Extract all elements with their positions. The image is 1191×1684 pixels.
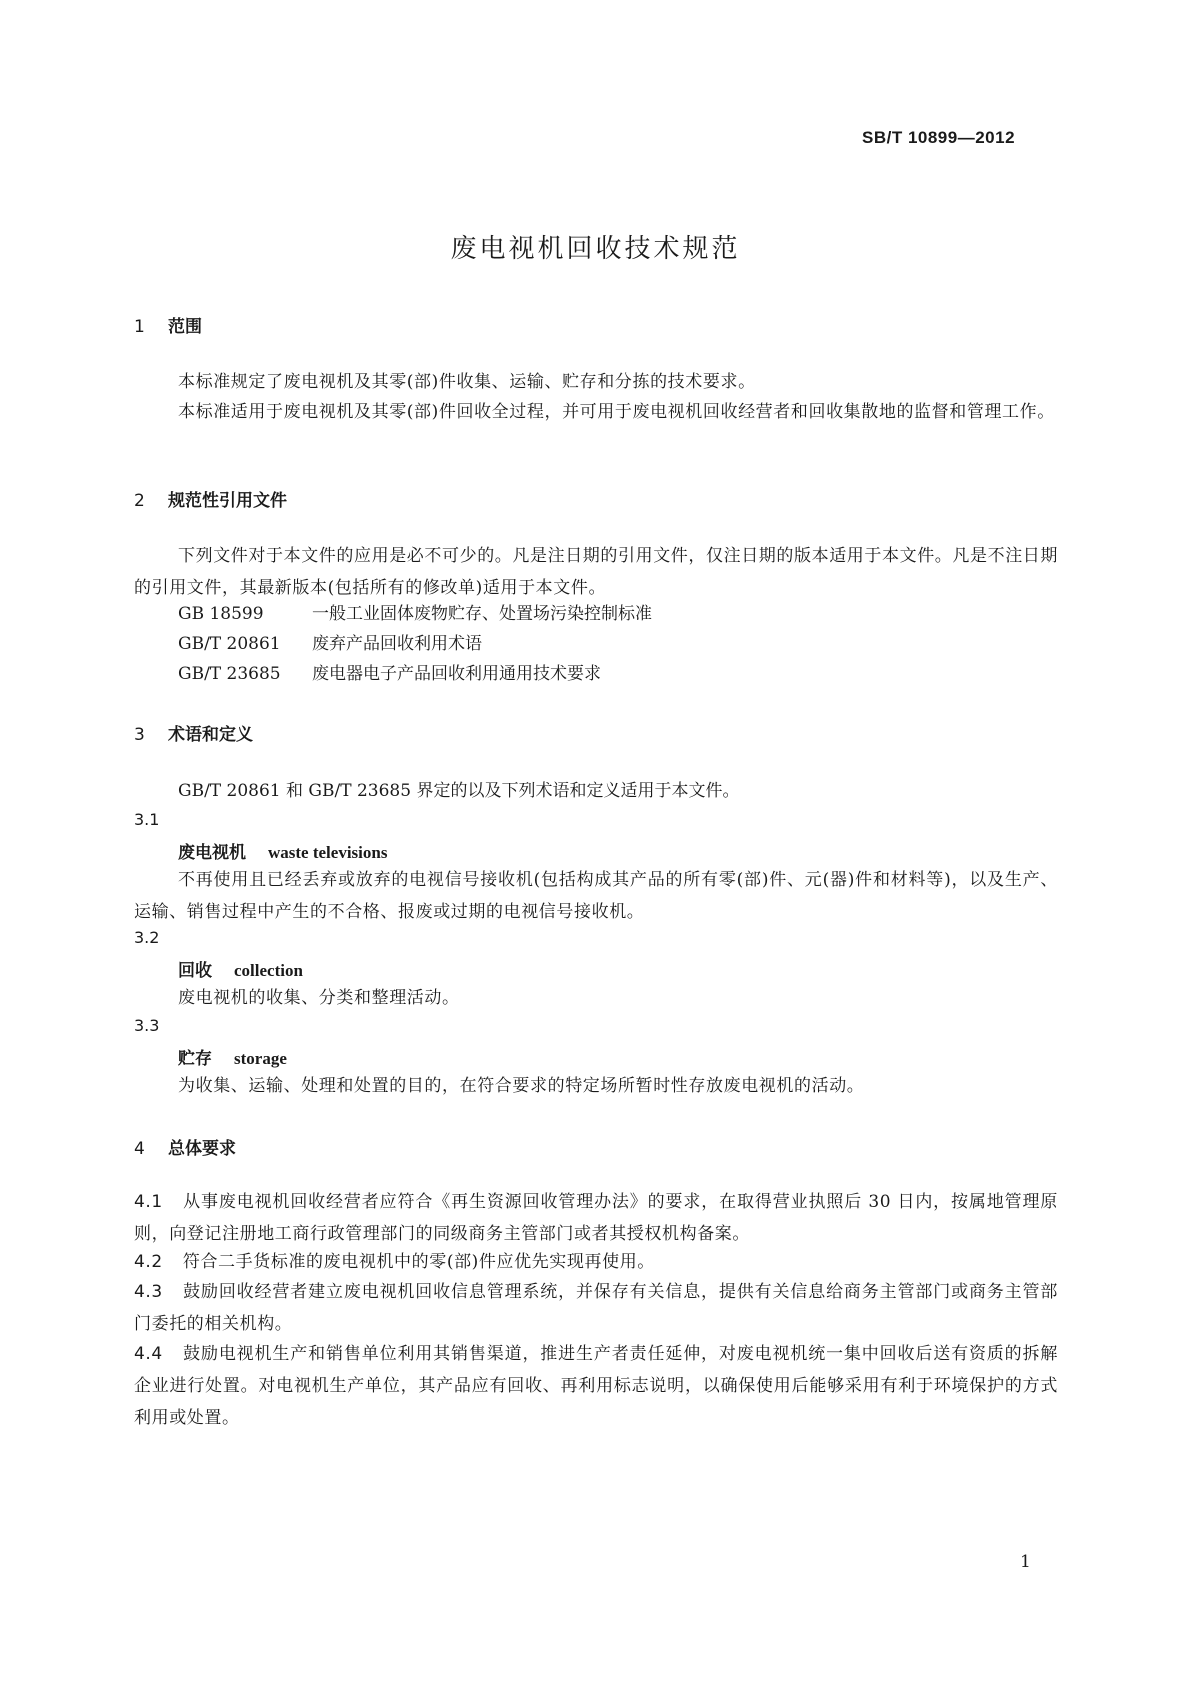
section-title: 总体要求 xyxy=(168,1139,236,1159)
reference-title: 废弃产品回收利用术语 xyxy=(312,634,482,654)
section-title: 规范性引用文件 xyxy=(168,491,287,511)
term-number: 3.2 xyxy=(134,928,160,947)
clause-text: 鼓励回收经营者建立废电视机回收信息管理系统，并保存有关信息，提供有关信息给商务主管部门或商务主管部门委托的相关机构。 xyxy=(134,1282,1058,1334)
term-zh: 回收 xyxy=(178,961,212,981)
term-en: storage xyxy=(234,1049,287,1068)
term-heading xyxy=(178,1044,287,1069)
clause xyxy=(134,1338,1058,1434)
section-1-paragraph-1: 本标准规定了废电视机及其零(部)件收集、运输、贮存和分拣的技术要求。 xyxy=(178,372,756,392)
clause-text: 鼓励电视机生产和销售单位利用其销售渠道，推进生产者责任延伸，对废电视机统一集中回收后送有资质的拆解企业进行处置。对电视机生产单位，其产品应有回收、再利用标志说明，以确保使用后能够采用有利于环境保护的方式利用或处置。 xyxy=(134,1344,1058,1428)
section-number: 1 xyxy=(134,317,145,337)
section-title: 术语和定义 xyxy=(168,725,253,745)
standard-number: SB/T 10899—2012 xyxy=(862,128,1016,147)
section-1-paragraph-2: 本标准适用于废电视机及其零(部)件回收全过程，并可用于废电视机回收经营者和回收集散地的监督和管理工作。 xyxy=(178,402,1055,422)
section-1-heading xyxy=(134,312,202,337)
section-number: 4 xyxy=(134,1139,145,1159)
term-heading xyxy=(178,838,387,863)
reference-code: GB/T 23685 xyxy=(178,664,281,684)
term-definition: 废电视机的收集、分类和整理活动。 xyxy=(178,988,460,1008)
clause-number: 4.2 xyxy=(134,1252,163,1272)
term-zh: 贮存 xyxy=(178,1049,212,1069)
clause xyxy=(134,1186,1058,1250)
section-3-intro: GB/T 20861 和 GB/T 23685 界定的以及下列术语和定义适用于本文件。 xyxy=(178,781,740,801)
reference-title: 一般工业固体废物贮存、处置场污染控制标准 xyxy=(312,604,652,624)
section-2-paragraph: 下列文件对于本文件的应用是必不可少的。凡是注日期的引用文件，仅注日期的版本适用于本文件。凡是不注日期的引用文件，其最新版本(包括所有的修改单)适用于本文件。 xyxy=(134,546,1058,598)
clause-number: 4.1 xyxy=(134,1192,163,1212)
reference-title: 废电器电子产品回收利用通用技术要求 xyxy=(312,664,601,684)
reference-code: GB/T 20861 xyxy=(178,634,281,654)
term-number: 3.1 xyxy=(134,810,160,829)
term-en: waste televisions xyxy=(268,843,388,862)
reference-item xyxy=(178,599,652,629)
term-zh: 废电视机 xyxy=(178,843,246,863)
clause-number: 4.3 xyxy=(134,1282,163,1302)
reference-code: GB 18599 xyxy=(178,604,264,624)
clause-text: 从事废电视机回收经营者应符合《再生资源回收管理办法》的要求，在取得营业执照后 30 日内，按属地管理原则，向登记注册地工商行政管理部门的同级商务主管部门或者其授权机构备案。 xyxy=(134,1192,1058,1244)
clause-number: 4.4 xyxy=(134,1344,163,1364)
clause xyxy=(134,1246,1058,1278)
section-number: 3 xyxy=(134,725,145,745)
section-3-heading xyxy=(134,720,253,745)
term-en: collection xyxy=(234,961,303,980)
section-2-heading xyxy=(134,486,287,511)
term-definition: 为收集、运输、处理和处置的目的，在符合要求的特定场所暂时性存放废电视机的活动。 xyxy=(178,1076,865,1096)
reference-item xyxy=(178,629,482,659)
clause xyxy=(134,1276,1058,1340)
section-4-heading xyxy=(134,1134,236,1159)
clause-text: 符合二手货标准的废电视机中的零(部)件应优先实现再使用。 xyxy=(182,1252,655,1272)
section-number: 2 xyxy=(134,491,145,511)
term-definition: 不再使用且已经丢弃或放弃的电视信号接收机(包括构成其产品的所有零(部)件、元(器)件和材料等)，以及生产、运输、销售过程中产生的不合格、报废或过期的电视信号接收机。 xyxy=(134,870,1058,922)
section-title: 范围 xyxy=(168,317,202,337)
page-number: 1 xyxy=(1020,1552,1031,1572)
term-number: 3.3 xyxy=(134,1016,160,1035)
reference-item xyxy=(178,659,601,689)
document-title: 废电视机回收技术规范 xyxy=(450,234,741,264)
term-heading xyxy=(178,956,303,981)
